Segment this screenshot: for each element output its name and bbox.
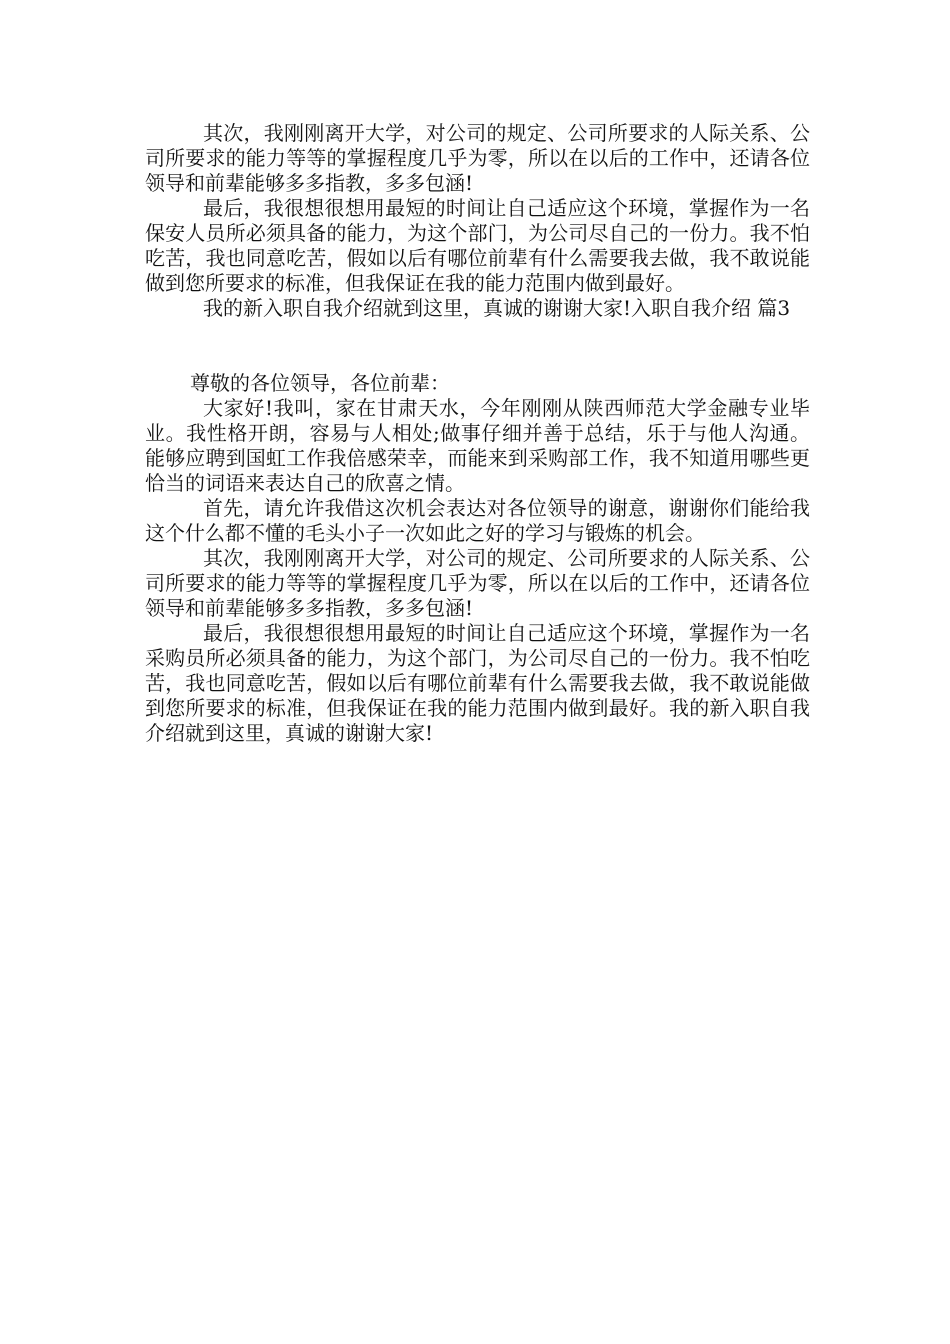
- paragraph-secondly-2: 其次，我刚刚离开大学，对公司的规定、公司所要求的人际关系、公司所要求的能力等等的掌握程度几乎为零，所以在以后的工作中，还请各位领导和前辈能够多多指教，多多包涵!: [145, 546, 810, 620]
- paragraph-firstly: 首先，请允许我借这次机会表达对各位领导的谢意，谢谢你们能给我这个什么都不懂的毛头小子一次如此之好的学习与锻炼的机会。: [145, 496, 810, 545]
- paragraph-finally-2: 最后，我很想很想用最短的时间让自己适应这个环境，掌握作为一名采购员所必须具备的能力，为这个部门，为公司尽自己的一份力。我不怕吃苦，我也同意吃苦，假如以后有哪位前辈有什么需要我去做，我不敢说能做到您所要求的标准，但我保证在我的能力范围内做到最好。我的新入职自我介绍就到这里，真诚的谢谢大家!: [145, 621, 810, 745]
- section-gap: [145, 321, 810, 371]
- document-body: [145, 121, 810, 746]
- paragraph-closing-and-heading: 我的新入职自我介绍就到这里，真诚的谢谢大家!入职自我介绍 篇3: [203, 296, 791, 320]
- paragraph-secondly: 其次，我刚刚离开大学，对公司的规定、公司所要求的人际关系、公司所要求的能力等等的掌握程度几乎为零，所以在以后的工作中，还请各位领导和前辈能够多多指教，多多包涵!: [145, 121, 810, 195]
- paragraph-finally: 最后，我很想很想用最短的时间让自己适应这个环境，掌握作为一名保安人员所必须具备的能力，为这个部门，为公司尽自己的一份力。我不怕吃苦，我也同意吃苦，假如以后有哪位前辈有什么需要我去做，我不敢说能做到您所要求的标准，但我保证在我的能力范围内做到最好。: [145, 196, 810, 295]
- salutation: 尊敬的各位领导，各位前辈：: [190, 371, 450, 395]
- paragraph-greeting: 大家好!我叫，家在甘肃天水，今年刚刚从陕西师范大学金融专业毕业。我性格开朗，容易与人相处;做事仔细并善于总结，乐于与他人沟通。能够应聘到国虹工作我倍感荣幸，而能来到采购部工作，我不知道用哪些更恰当的词语来表达自己的欣喜之情。: [145, 396, 810, 495]
